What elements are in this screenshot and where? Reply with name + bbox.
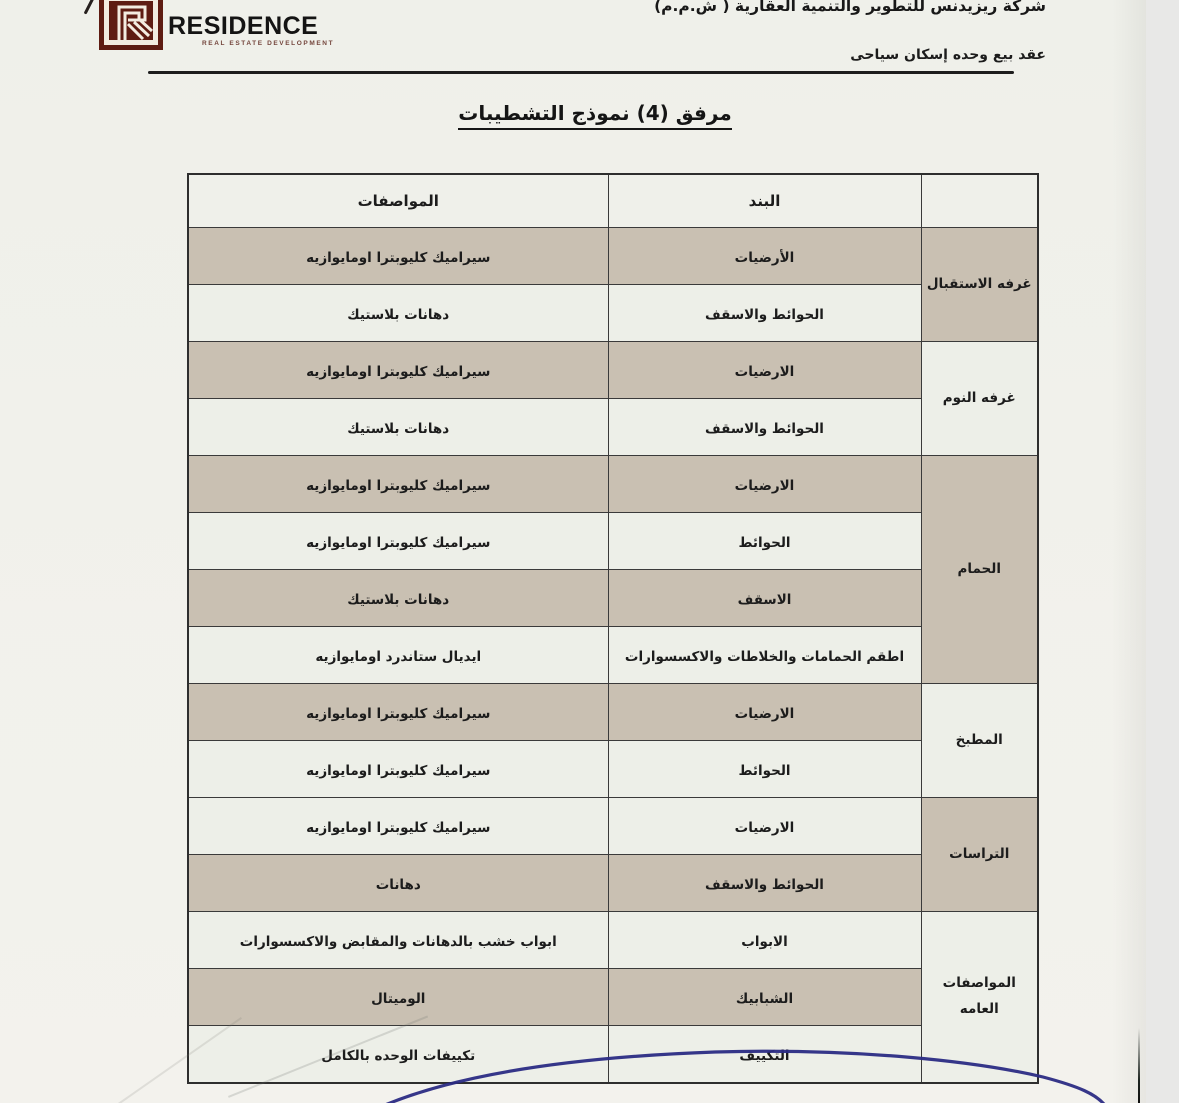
item-cell: الحوائط والاسقف [608, 855, 921, 912]
residence-logo [99, 0, 419, 61]
table-row [188, 456, 1038, 513]
spec-cell: دهانات بلاستيك [188, 570, 608, 627]
category-cell: المواصفات العامه [921, 912, 1038, 1084]
item-cell: الحوائط [608, 513, 921, 570]
table-row [188, 1026, 1038, 1084]
table-row [188, 798, 1038, 855]
spec-cell: سيراميك كليوبترا اومايوازيه [188, 684, 608, 741]
category-header-cell [921, 174, 1038, 228]
spec-cell: سيراميك كليوبترا اومايوازيه [188, 798, 608, 855]
document-subtitle: عقد بيع وحده إسكان سياحى [850, 47, 1046, 63]
category-cell: الحمام [921, 456, 1038, 684]
spec-cell: دهانات بلاستيك [188, 285, 608, 342]
item-cell: الارضيات [608, 684, 921, 741]
item-cell: الارضيات [608, 456, 921, 513]
spec-cell: سيراميك كليوبترا اومايوازيه [188, 741, 608, 798]
item-cell: الابواب [608, 912, 921, 969]
spec-cell: سيراميك كليوبترا اومايوازيه [188, 228, 608, 285]
company-name: شركة ريزيدنس للتطوير والتنمية العقارية ( ش.م.م) [654, 0, 1046, 15]
spec-cell: ايديال ستاندرد اومايوازيه [188, 627, 608, 684]
spec-column-header: المواصفات [188, 174, 608, 228]
table-row [188, 912, 1038, 969]
table-row [188, 228, 1038, 285]
item-cell: الارضيات [608, 342, 921, 399]
spec-cell: دهانات [188, 855, 608, 912]
table-header-row [188, 174, 1038, 228]
corner-mark [84, 0, 96, 15]
item-cell: الارضيات [608, 798, 921, 855]
item-column-header: البند [608, 174, 921, 228]
item-cell: اطقم الحمامات والخلاطات والاكسسوارات [608, 627, 921, 684]
category-cell: غرفه الاستقبال [921, 228, 1038, 342]
spec-cell: تكييفات الوحده بالكامل [188, 1026, 608, 1084]
table-row [188, 513, 1038, 570]
header-rule [148, 71, 1014, 74]
table-row [188, 855, 1038, 912]
spec-cell: ابواب خشب بالدهانات والمقابض والاكسسوارات [188, 912, 608, 969]
spec-cell: سيراميك كليوبترا اومايوازيه [188, 342, 608, 399]
table-row [188, 684, 1038, 741]
table-row [188, 342, 1038, 399]
finishes-table [187, 173, 1039, 1084]
page-title: مرفق (4) نموذج التشطيبات [420, 101, 770, 130]
item-cell: التكييف [608, 1026, 921, 1084]
scan-edge-line [1138, 1028, 1140, 1103]
item-cell: الاسقف [608, 570, 921, 627]
category-cell: المطبخ [921, 684, 1038, 798]
table-row [188, 285, 1038, 342]
table-row [188, 570, 1038, 627]
spec-cell: سيراميك كليوبترا اومايوازيه [188, 456, 608, 513]
table-row [188, 741, 1038, 798]
table-row [188, 627, 1038, 684]
item-cell: الشبابيك [608, 969, 921, 1026]
category-cell: التراسات [921, 798, 1038, 912]
logo-tagline: REAL ESTATE DEVELOPMENT [202, 40, 335, 47]
item-cell: الحوائط والاسقف [608, 285, 921, 342]
category-cell: غرفه النوم [921, 342, 1038, 456]
spec-cell: دهانات بلاستيك [188, 399, 608, 456]
item-cell: الحوائط [608, 741, 921, 798]
item-cell: الحوائط والاسقف [608, 399, 921, 456]
spec-cell: سيراميك كليوبترا اومايوازيه [188, 513, 608, 570]
table-row [188, 969, 1038, 1026]
item-cell: الأرضيات [608, 228, 921, 285]
residence-r-monogram-icon [99, 0, 163, 51]
logo-name: RESIDENCE [168, 12, 319, 40]
table-body [188, 228, 1038, 1084]
spec-cell: الوميتال [188, 969, 608, 1026]
table-row [188, 399, 1038, 456]
